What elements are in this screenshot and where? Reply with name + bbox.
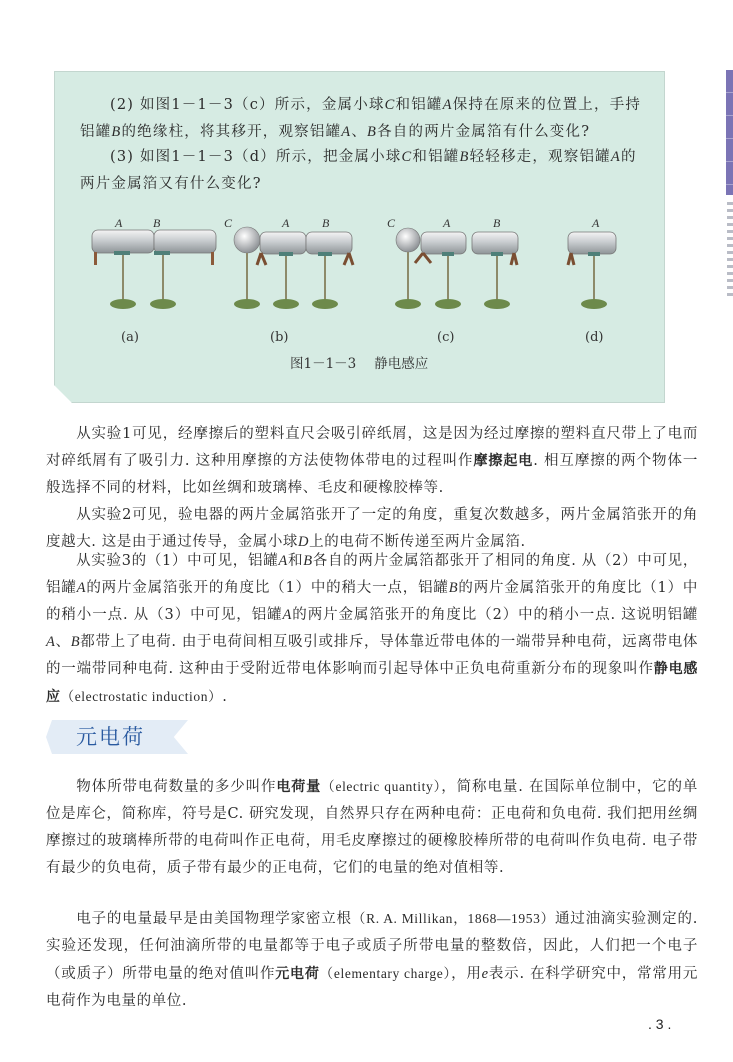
paragraph-electrostatic-induction: 从实验3的（1）中可见，铝罐A和B各自的两片金属箔都张开了相同的角度. 从（2）中可见，铝罐A的两片金属箔张开的角度比（1）中的稍大一点，铝罐B的两片金属箔张开的角度比（1）中的稍小一点. 从（3）中可见，铝罐A的两片金属箔张开的角度比（2）中的稍小一点. 这说明铝罐A、B都带上了电荷. 由于电荷间相互吸引或排斥，导体靠近带电体的一端带异种电荷，远离带电体的一端带同种电荷. 这种由于受附近带电体影响而引起导体中正负电荷重新分布的现象叫作静电感应（electrostatic induction）. xyxy=(46,553,698,705)
chapter-side-tab-text xyxy=(727,202,733,297)
label-a-B: B xyxy=(153,216,161,230)
term-electric-quantity: 电荷量 xyxy=(276,779,322,795)
term-elementary-charge: 元电荷 xyxy=(275,966,320,982)
label-b-B: B xyxy=(322,216,330,230)
paragraph-electric-quantity: 物体所带电荷数量的多少叫作电荷量（electric quantity），简称电量. 在国际单位制中，它的单位是库仑，简称库，符号是C. 研究发现，自然界只存在两种电荷：正电荷和负电荷. 我们把用丝绸摩擦过的玻璃棒所带的电荷叫作正电荷，用毛皮摩擦过的硬橡胶棒所带的电荷叫作负电荷. 电子带有最少的负电荷，质子带有最少的正电荷，它们的电量的绝对值相等. xyxy=(46,779,698,876)
term-friction-charging: 摩擦起电 xyxy=(473,453,534,469)
page-number: . 3 . xyxy=(648,1016,672,1032)
label-b-C: C xyxy=(224,216,233,230)
panel-label-a: (a) xyxy=(121,330,139,345)
panel-a-drawing xyxy=(92,230,216,309)
label-d-A: A xyxy=(592,216,600,230)
figure-caption xyxy=(290,352,428,372)
label-c-B: B xyxy=(493,216,501,230)
panel-b-drawing xyxy=(234,227,353,309)
term-electrostatic-induction: 静电感应 xyxy=(46,661,698,705)
panel-label-d: (d) xyxy=(585,330,604,345)
label-c-A: A xyxy=(443,216,451,230)
panel-d-drawing xyxy=(568,232,616,309)
panel-label-b: (b) xyxy=(270,330,289,345)
panel-label-c: (c) xyxy=(437,330,455,345)
experiment-step-2: (2) 如图1－1－3（c）所示，金属小球C和铝罐A保持在原来的位置上，手持铝罐B的绝缘柱，将其移开，观察铝罐A、B各自的两片金属箔有什么变化? xyxy=(80,97,642,140)
paragraph-friction-charging: 从实验1可见，经摩擦后的塑料直尺会吸引碎纸屑，这是因为经过摩擦的塑料直尺带上了电而对碎纸屑有了吸引力. 这种用摩擦的方法使物体带电的过程叫作摩擦起电. 相互摩擦的两个物体一般选择不同的材料，比如丝绸和玻璃棒、毛皮和硬橡胶棒等. xyxy=(46,426,698,496)
electrostatic-induction-figure xyxy=(54,205,665,325)
experiment-step-3: (3) 如图1－1－3（d）所示，把金属小球C和铝罐B轻轻移走，观察铝罐A的两片金属箔又有什么变化? xyxy=(80,149,637,192)
paragraph-millikan: 电子的电量最早是由美国物理学家密立根（R. A. Millikan，1868—1953）通过油滴实验测定的. 实验还发现，任何油滴所带的电量都等于电子或质子所带电量的整数倍，因此，人们把一个电子（或质子）所带电量的绝对值叫作元电荷（elementary charge），用e表示. 在科学研究中，常常用元电荷作为电量的单位. xyxy=(46,911,699,1009)
figure-number: 图1－1－3 xyxy=(290,356,357,372)
paragraph-conduction: 从实验2可见，验电器的两片金属箔张开了一定的角度，重复次数越多，两片金属箔张开的角度越大. 这是由于通过传导，金属小球D上的电荷不断传递至两片金属箔. xyxy=(46,507,698,550)
section-title-elementary-charge: 元电荷 xyxy=(76,725,145,749)
figure-title: 静电感应 xyxy=(374,356,429,372)
chapter-side-tab-dividers xyxy=(726,70,733,195)
panel-c-drawing xyxy=(395,228,518,309)
label-b-A: A xyxy=(282,216,290,230)
label-c-C: C xyxy=(387,216,396,230)
label-a-A: A xyxy=(115,216,123,230)
